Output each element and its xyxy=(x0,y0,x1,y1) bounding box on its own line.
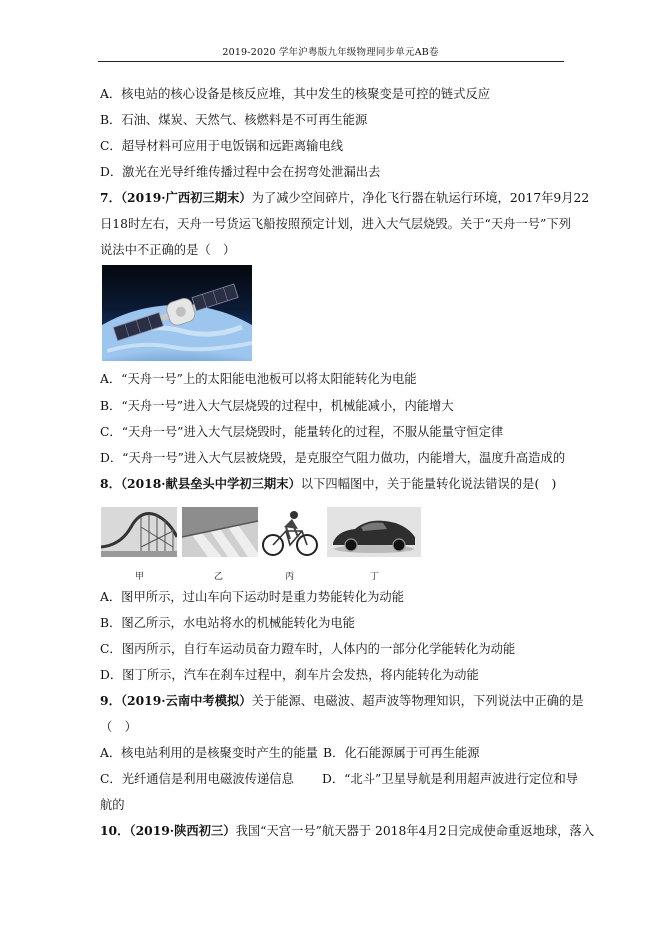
prev-option-b: B．石油、煤炭、天然气、核燃料是不可再生能源 xyxy=(100,113,368,127)
caption-bing: 丙 xyxy=(285,572,295,582)
q7-option-b: B．“天舟一号”进入大气层烧毁的过程中，机械能减小，内能增大 xyxy=(100,399,454,413)
prev-option-c: C．超导材料可应用于电饭锅和远距离输电线 xyxy=(100,139,344,153)
hydropower-dam-image xyxy=(182,507,258,557)
q9-number: 9 xyxy=(100,693,109,708)
q8-option-b: B．图乙所示，水电站将水的机械能转化为电能 xyxy=(100,616,355,630)
page-header: 2019-2020 学年沪粤版九年级物理同步单元AB卷 xyxy=(222,47,439,58)
cyclist-image xyxy=(258,507,322,557)
space-station-image xyxy=(102,265,252,361)
header-rule xyxy=(98,61,564,62)
q9-text: 关于能源、电磁波、超声波等物理知识，下列说法中正确的是 xyxy=(251,694,584,708)
q9-option-a: A．核电站利用的是核聚变时产生的能量 xyxy=(100,746,318,760)
q8-stem-line1: 8．（2018·献县垒头中学初三期末）以下四幅图中，关于能量转化说法错误的是( ) xyxy=(100,476,557,491)
q7-option-c: C．“天舟一号”进入大气层烧毁时，能量转化的过程，不服从能量守恒定律 xyxy=(100,425,504,439)
q9-option-d-continued: 航的 xyxy=(100,798,125,812)
q7-option-a: A．“天舟一号”上的太阳能电池板可以将太阳能转化为电能 xyxy=(100,372,417,386)
q7-source: （2019·广西初三期末） xyxy=(120,190,252,205)
q10-stem-line1: 10．（2019·陕西初三）我国“天宫一号”航天器于 2018年4月2日完成使命重返地球，落入 xyxy=(100,823,595,838)
q7-stem-line2: 日18时左右，天舟一号货运飞船按照预定计划，进入大气层烧毁。关于“天舟一号”下列 xyxy=(100,217,571,231)
prev-option-a: A．核电站的核心设备是核反应堆，其中发生的核聚变是可控的链式反应 xyxy=(100,87,491,101)
caption-jia: 甲 xyxy=(135,572,145,582)
rollercoaster-image xyxy=(101,507,177,557)
q8-option-a: A．图甲所示，过山车向下运动时是重力势能转化为动能 xyxy=(100,590,405,604)
q8-number: 8 xyxy=(100,476,109,491)
q8-option-d: D．图丁所示，汽车在刹车过程中，刹车片会发热，将内能转化为动能 xyxy=(100,668,479,682)
q10-text: 我国“天宫一号”航天器于 2018年4月2日完成使命重返地球，落入 xyxy=(235,824,595,838)
q9-option-c: C．光纤通信是利用电磁波传递信息 xyxy=(100,772,294,786)
q8-text: 以下四幅图中，关于能量转化说法错误的是( ) xyxy=(300,477,557,491)
q7-stem-line1: 7．（2019·广西初三期末）为了减少空间碎片，净化飞行器在轨运行环境，2017年9月22 xyxy=(100,190,590,205)
q10-source: （2019·陕西初三） xyxy=(129,823,236,838)
q8-option-c: C．图丙所示，自行车运动员奋力蹬车时，人体内的一部分化学能转化为动能 xyxy=(100,642,516,656)
q9-stem-line2: （ ） xyxy=(100,720,137,734)
q9-option-b: B．化石能源属于可再生能源 xyxy=(323,746,480,760)
prev-option-d: D．激光在光导纤维传播过程中会在拐弯处泄漏出去 xyxy=(100,165,381,179)
q7-text: 为了减少空间碎片，净化飞行器在轨运行环境，2017年9月22 xyxy=(251,191,590,205)
caption-ding: 丁 xyxy=(370,572,380,582)
q10-number: 10 xyxy=(100,823,118,838)
sports-car-image xyxy=(327,507,421,557)
q9-stem-line1: 9．（2019·云南中考模拟）关于能源、电磁波、超声波等物理知识，下列说法中正确的是 xyxy=(100,693,584,708)
q7-option-d: D．“天舟一号”进入大气层被烧毁，是克服空气阻力做功，内能增大，温度升高造成的 xyxy=(100,451,566,465)
q9-source: （2019·云南中考模拟） xyxy=(120,693,252,708)
q7-stem-line3: 说法中不正确的是（ ） xyxy=(100,243,236,257)
q8-source: （2018·献县垒头中学初三期末） xyxy=(120,476,301,491)
q9-option-d: D．“北斗”卫星导航是利用超声波进行定位和导 xyxy=(322,772,579,786)
q7-number: 7 xyxy=(100,190,109,205)
caption-yi: 乙 xyxy=(214,572,224,582)
